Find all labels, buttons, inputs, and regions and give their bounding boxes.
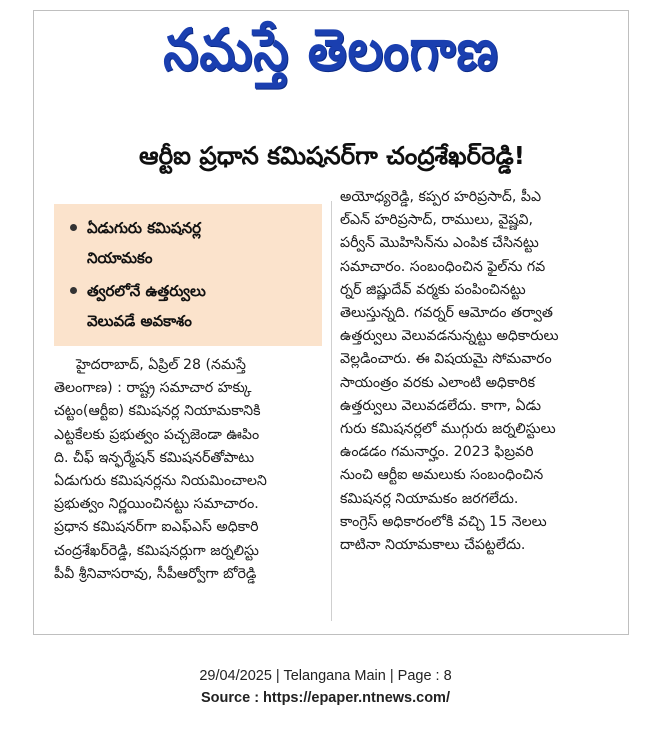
article-body-right-column	[340, 186, 622, 557]
body-line: ల్ఎన్ హరిప్రసాద్, రాములు, వైష్ణవి,	[340, 212, 533, 229]
body-line: ర్నర్ జిష్ణుదేవ్ వర్మకు పంపించినట్టు	[340, 281, 526, 298]
source-link[interactable]: Source : https://epaper.ntnews.com/	[201, 690, 450, 706]
highlight-line: నియామకం	[87, 249, 153, 267]
body-line: ది. చీఫ్ ఇన్ఫర్మేషన్ కమిషనర్‌తోపాటు	[54, 449, 255, 466]
body-line: సమాచారం. సంబంధించిన ఫైల్‌ను గవ	[340, 258, 546, 275]
body-line: కాంగ్రెస్ అధికారంలోకి వచ్చి 15 నెలలు	[340, 513, 547, 530]
highlights-box	[54, 204, 322, 346]
footer	[0, 665, 651, 709]
body-line: ప్రధాన కమిషనర్‌గా ఐఎఫ్ఎస్ అధికారి	[54, 519, 259, 536]
body-line: నుంచి ఆర్టీఐ అమలుకు సంబంధించిన	[340, 467, 544, 484]
highlight-line: త్వరలోనే ఉత్తర్వులు	[87, 282, 206, 300]
body-line: పీవీ శ్రీనివాసరావు, సీపీఆర్వోగా బోరెడ్డి	[54, 565, 257, 582]
body-line: అయోధ్యరెడ్డి, కప్పర హరిప్రసాద్, పీఎ	[340, 189, 542, 205]
body-line: ఉత్తర్వులు వెలువడనున్నట్టు అధికారులు	[340, 328, 559, 345]
body-line: ఉండడం గమనార్హం. 2023 ఫిబ్రవరి	[340, 444, 534, 461]
bullet-icon	[70, 224, 77, 231]
highlight-item	[70, 213, 314, 273]
highlight-line: ఏడుగురు కమిషనర్ల	[87, 219, 202, 237]
body-line: తెలుస్తున్నది. గవర్నర్ ఆమోదం తర్వాత	[340, 305, 553, 322]
news-clipping	[33, 10, 629, 635]
article-body-left-column	[54, 354, 326, 586]
body-line: సాయంత్రం వరకు ఎలాంటి అధికారిక	[340, 374, 536, 391]
publication-info: 29/04/2025 | Telangana Main | Page : 8	[199, 668, 452, 684]
body-line: ఉత్తర్వులు వెలువడలేదు. కాగా, ఏడు	[340, 397, 542, 414]
body-line: ప్రభుత్వం నిర్ణయించినట్టు సమాచారం.	[54, 496, 259, 513]
body-line: చట్టం(ఆర్టీఐ) కమిషనర్ల నియామకానికి	[54, 403, 261, 420]
article-headline: ఆర్టీఐ ప్రధాన కమిషనర్‌గా చంద్రశేఖర్‌రెడ్డి!	[139, 141, 525, 170]
masthead	[34, 11, 628, 103]
body-line: కమిషనర్ల నియామకం జరగలేదు.	[340, 490, 519, 507]
body-line: చంద్రశేఖర్‌రెడ్డి, కమిషనర్లుగా జర్నలిస్టు	[54, 542, 259, 559]
highlight-line: వెలువడే అవకాశం	[87, 312, 192, 330]
column-divider	[331, 201, 332, 621]
body-line: గురు కమిషనర్లలో ముగ్గురు జర్నలిస్టులు	[340, 421, 556, 438]
body-line: ఏడుగురు కమిషనర్లను నియమించాలని	[54, 473, 267, 490]
bullet-icon	[70, 287, 77, 294]
body-line: దాటినా నియామకాలు చేపట్టలేదు.	[340, 537, 526, 554]
masthead-logo: నమస్తే తెలంగాణ	[163, 16, 499, 83]
body-line: పర్వీన్ మొహిసిన్‌ను ఎంపిక చేసినట్టు	[340, 235, 539, 252]
body-line: ఎట్టకేలకు ప్రభుత్వం పచ్చజెండా ఊపిం	[54, 426, 260, 443]
highlight-item	[70, 276, 314, 336]
body-line: తెలంగాణ) : రాష్ట్ర సమాచార హక్కు	[54, 380, 252, 397]
body-line: వెల్లడించారు. ఈ విషయమై సోమవారం	[340, 351, 552, 368]
body-line: హైదరాబాద్, ఏప్రిల్ 28 (నమస్తే	[76, 357, 246, 373]
